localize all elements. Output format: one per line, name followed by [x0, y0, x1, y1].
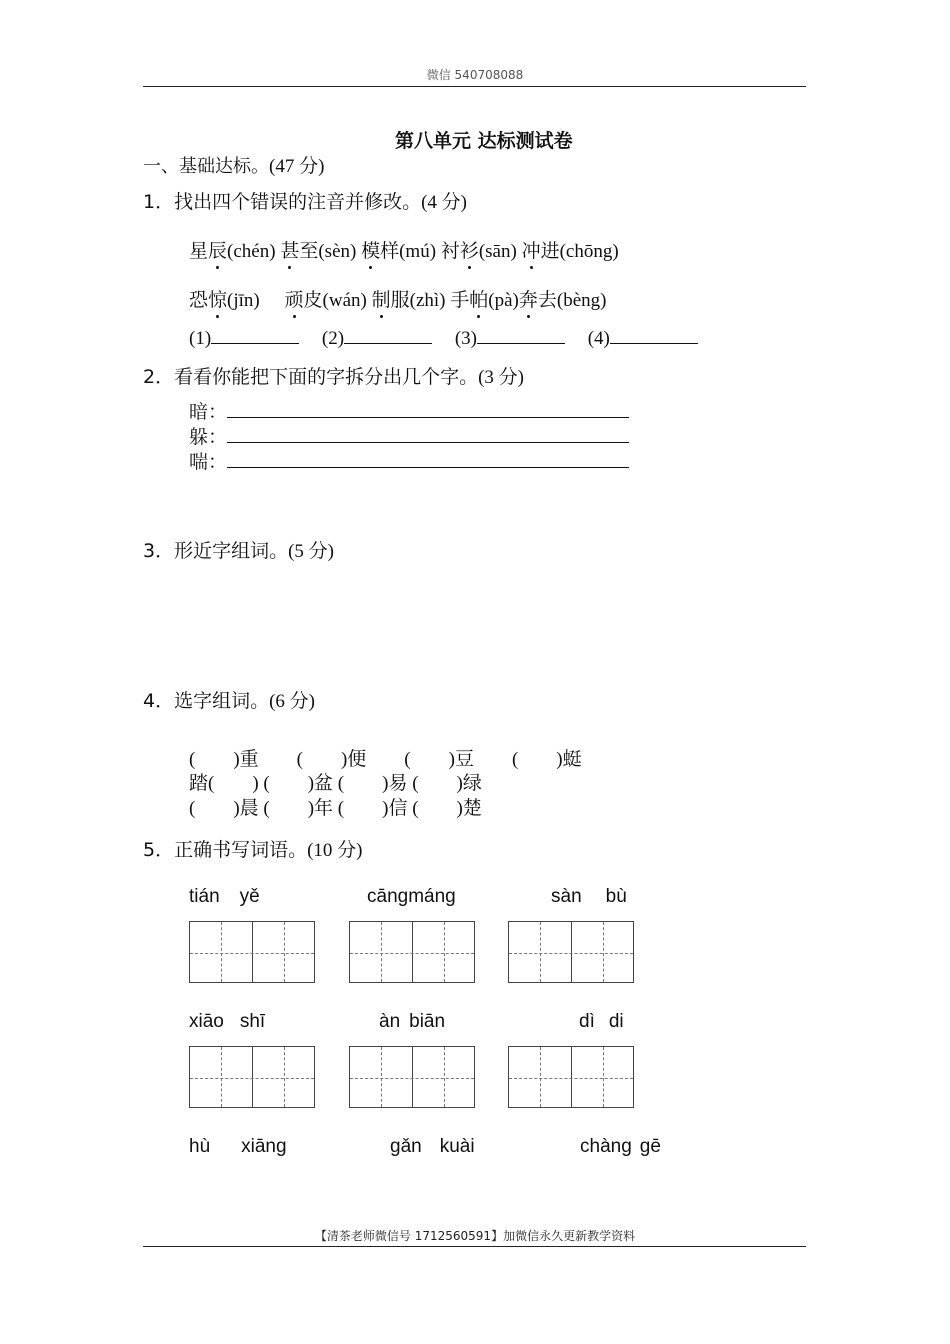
answer-2[interactable]: (2) [322, 328, 432, 349]
question-number: 1． [143, 191, 175, 213]
question-1 [143, 187, 467, 214]
question-number: 4． [143, 690, 175, 712]
writing-grid[interactable] [189, 1046, 315, 1108]
q2-item-2 [189, 424, 629, 449]
q1-row-2 [189, 285, 607, 312]
question-4 [143, 686, 315, 713]
word-item: 甚至(sèn) [280, 241, 356, 262]
pinyin-label: sàn bù [551, 886, 627, 907]
question-text: 正确书写词语。(10 分) [174, 840, 363, 861]
answer-line[interactable] [227, 449, 629, 468]
question-2 [143, 362, 524, 389]
question-text: 找出四个错误的注音并修改。(4 分) [174, 192, 467, 213]
q1-answers [189, 325, 698, 350]
writing-grid[interactable] [508, 1046, 634, 1108]
section-label: 一、基础达标。 [143, 156, 269, 177]
answer-line[interactable] [227, 424, 629, 443]
pinyin-label: hù xiāng [189, 1136, 287, 1157]
question-number: 2． [143, 366, 175, 388]
word-item: 手帕(pà) [450, 290, 519, 311]
question-5 [143, 835, 363, 862]
q4-line-1: ( )重 ( )便 ( )豆 ( )蜓 [189, 749, 582, 770]
section-score: (47 分) [269, 156, 325, 177]
page-title: 第八单元 达标测试卷 [395, 130, 573, 152]
pinyin-label: cāngmáng [367, 886, 456, 907]
question-number: 5． [143, 839, 175, 861]
word-item: 衬衫(sān) [441, 241, 517, 262]
writing-grid[interactable] [189, 921, 315, 983]
header-rule [143, 86, 806, 87]
answer-1[interactable]: (1) [189, 328, 299, 349]
pinyin-label: tián yě [189, 886, 260, 907]
footer-rule [143, 1246, 806, 1247]
char-label: 喘： [189, 452, 228, 473]
writing-grid[interactable] [508, 921, 634, 983]
word-item: 制服(zhì) [372, 290, 446, 311]
section-heading [143, 151, 324, 178]
writing-grid[interactable] [349, 921, 475, 983]
word-item: 恐惊(jīn) [189, 290, 260, 311]
question-number: 3． [143, 540, 175, 562]
q4-line-2: 踏( ) ( )盆 ( )易 ( )绿 [189, 773, 482, 794]
writing-grid[interactable] [349, 1046, 475, 1108]
pinyin-label: àn biān [379, 1011, 446, 1032]
word-item: 星辰(chén) [189, 241, 276, 262]
page-footer: 【清茶老师微信号 1712560591】加微信永久更新教学资料 [314, 1229, 636, 1243]
char-label: 暗： [189, 402, 228, 423]
page-header: 微信 540708088 [426, 68, 524, 82]
pinyin-label: gǎn kuài [390, 1136, 475, 1157]
word-item: 顽皮(wán) [285, 290, 367, 311]
q1-row-1 [189, 236, 619, 263]
word-item: 奔去(bèng) [519, 290, 607, 311]
word-item: 冲进(chōng) [522, 241, 619, 262]
question-text: 形近字组词。(5 分) [174, 541, 334, 562]
answer-line[interactable] [227, 399, 629, 418]
answer-4[interactable]: (4) [588, 328, 698, 349]
answer-3[interactable]: (3) [455, 328, 565, 349]
q4-line-3: ( )晨 ( )年 ( )信 ( )楚 [189, 798, 482, 819]
question-text: 选字组词。(6 分) [174, 691, 315, 712]
pinyin-label: chàng gē [580, 1136, 661, 1157]
question-3 [143, 536, 334, 563]
pinyin-label: dì di [579, 1011, 624, 1032]
q2-item-3 [189, 449, 629, 474]
pinyin-label: xiāo shī [189, 1011, 266, 1032]
char-label: 躲： [189, 427, 228, 448]
question-text: 看看你能把下面的字拆分出几个字。(3 分) [174, 367, 524, 388]
q2-item-1 [189, 399, 629, 424]
word-item: 模样(mú) [361, 241, 436, 262]
